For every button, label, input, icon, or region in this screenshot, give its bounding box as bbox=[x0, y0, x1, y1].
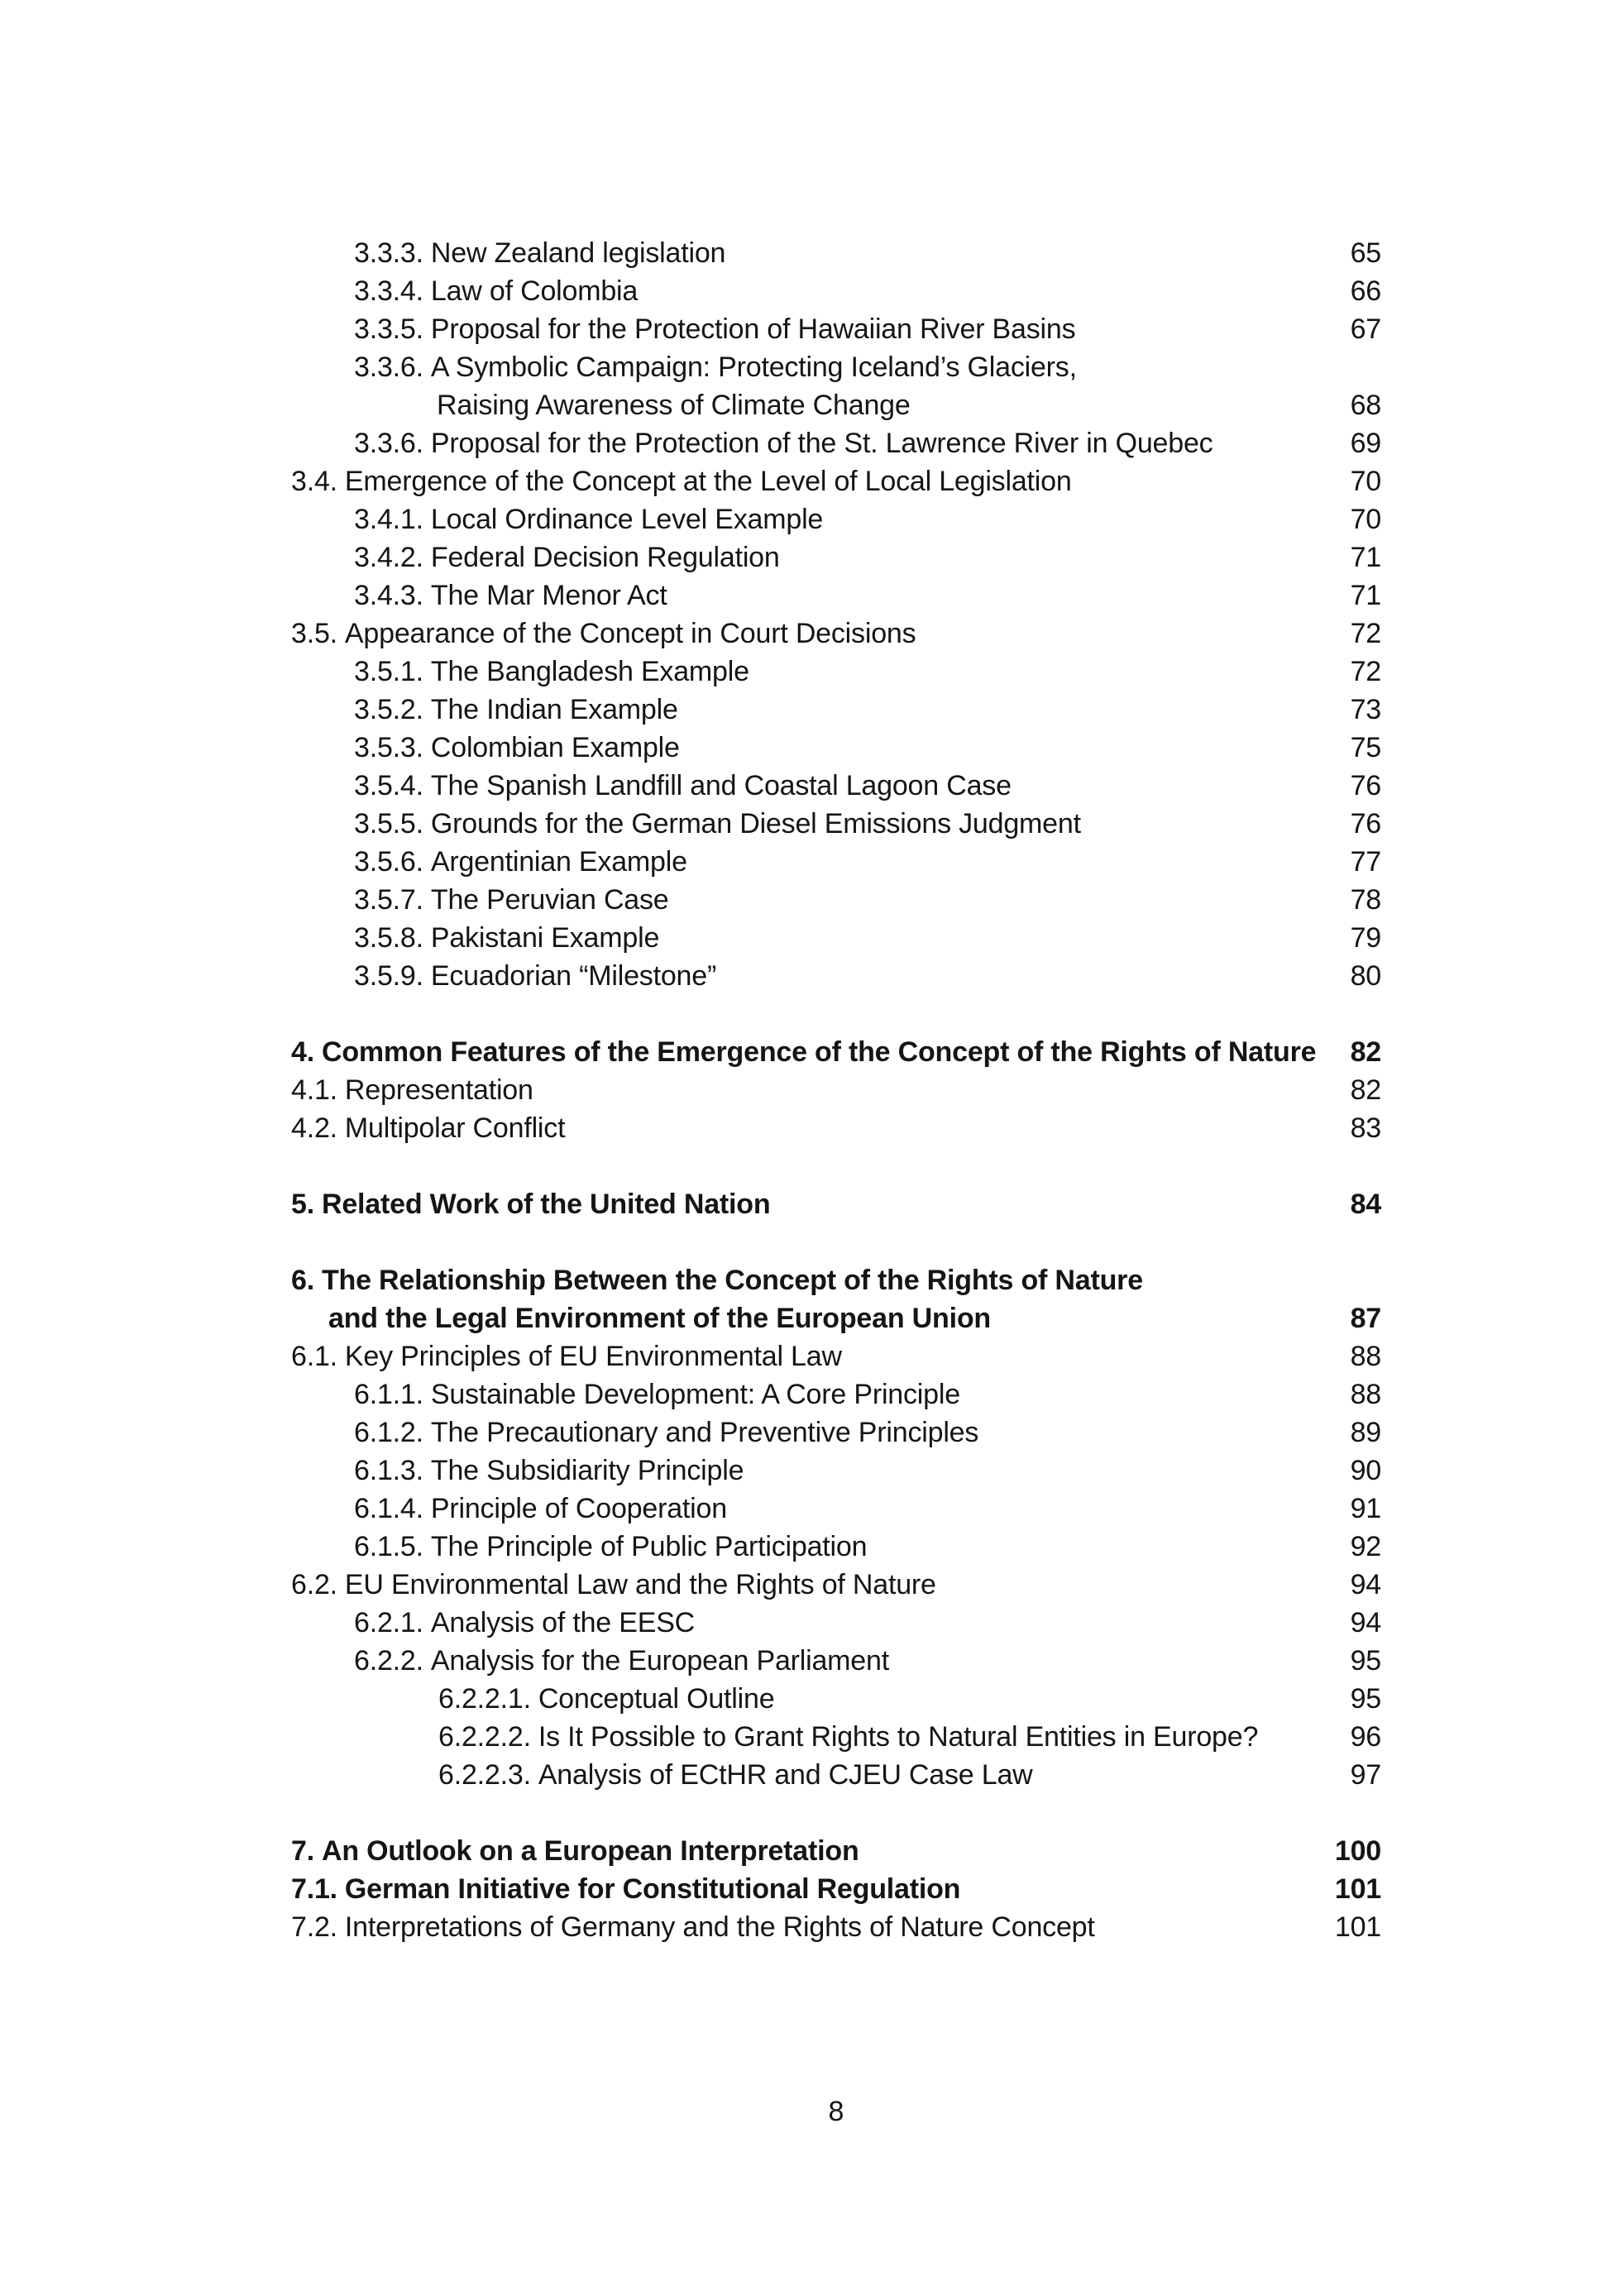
toc-row bbox=[291, 653, 1381, 691]
toc-entry-page: 88 bbox=[1350, 1341, 1381, 1372]
toc-row bbox=[291, 234, 1381, 272]
toc-entry-text: Sustainable Development: A Core Principle bbox=[430, 1379, 960, 1410]
toc-entry-text: The Relationship Between the Concept of the Rights of Nature bbox=[321, 1265, 1143, 1296]
toc-entry-page: 69 bbox=[1350, 428, 1381, 459]
toc-row bbox=[291, 424, 1381, 462]
toc-entry-title bbox=[291, 386, 1336, 424]
toc-row bbox=[291, 1528, 1381, 1566]
toc-entry-text: A Symbolic Campaign: Protecting Iceland’s Glaciers, bbox=[430, 352, 1077, 383]
toc-entry-page: 88 bbox=[1350, 1379, 1381, 1410]
toc-entry-title bbox=[291, 538, 1336, 576]
toc-entry-page: 92 bbox=[1350, 1531, 1381, 1562]
toc-entry-number: 3.3.6. bbox=[354, 428, 423, 459]
toc-entry-page: 75 bbox=[1350, 732, 1381, 763]
toc-entry-text: Conceptual Outline bbox=[538, 1683, 775, 1715]
toc-entry-title bbox=[291, 615, 1336, 653]
toc-entry-page: 71 bbox=[1350, 580, 1381, 611]
toc-entry-number: 3.5.6. bbox=[354, 846, 423, 878]
toc-entry-title bbox=[291, 881, 1336, 919]
toc-entry-title bbox=[291, 576, 1336, 615]
toc-entry-page: 72 bbox=[1350, 618, 1381, 649]
toc-entry-number: 7.2. bbox=[291, 1911, 337, 1943]
toc-entry-number: 6.2. bbox=[291, 1569, 337, 1600]
toc-entry-text: Is It Possible to Grant Rights to Natural Entities in Europe? bbox=[538, 1721, 1259, 1753]
toc-row bbox=[291, 691, 1381, 729]
toc-entry-number: 4.1. bbox=[291, 1074, 337, 1106]
toc-entry-number: 6.1.4. bbox=[354, 1493, 423, 1524]
toc-row bbox=[291, 1185, 1381, 1223]
toc-entry-page: 72 bbox=[1350, 656, 1381, 687]
toc-entry-number: 6.2.2. bbox=[354, 1645, 423, 1677]
toc-entry-number: 3.3.6. bbox=[354, 352, 423, 383]
toc-entry-title bbox=[291, 653, 1336, 691]
toc-entry-text: Principle of Cooperation bbox=[430, 1493, 727, 1524]
toc-entry-number: 6. bbox=[291, 1265, 314, 1296]
toc-row bbox=[291, 1756, 1381, 1794]
toc-entry-title bbox=[291, 1718, 1336, 1756]
toc-entry-text: The Indian Example bbox=[430, 694, 678, 725]
toc-entry-title bbox=[291, 729, 1336, 767]
toc-entry-page: 100 bbox=[1334, 1835, 1381, 1867]
toc-entry-text: The Principle of Public Participation bbox=[430, 1531, 868, 1562]
toc-entry-page: 80 bbox=[1350, 960, 1381, 992]
toc-row bbox=[291, 1337, 1381, 1375]
toc-entry-text: An Outlook on a European Interpretation bbox=[321, 1835, 859, 1867]
toc-entry-page: 68 bbox=[1350, 390, 1381, 421]
toc-entry-number: 4.2. bbox=[291, 1112, 337, 1144]
toc-row bbox=[291, 1299, 1381, 1337]
toc-entry-number: 3.4.3. bbox=[354, 580, 423, 611]
toc-row bbox=[291, 500, 1381, 538]
toc-entry-number: 3.5.9. bbox=[354, 960, 423, 992]
toc-row bbox=[291, 1566, 1381, 1604]
toc-entry-title bbox=[291, 1604, 1336, 1642]
toc-entry-page: 65 bbox=[1350, 237, 1381, 269]
toc-entry-page: 76 bbox=[1350, 770, 1381, 801]
toc-row bbox=[291, 576, 1381, 615]
toc-entry-title bbox=[291, 1413, 1336, 1452]
toc-entry-page: 95 bbox=[1350, 1683, 1381, 1715]
toc-entry-title bbox=[291, 1109, 1336, 1147]
toc-entry-page: 101 bbox=[1334, 1873, 1381, 1905]
toc-entry-title bbox=[291, 1375, 1336, 1413]
toc-row bbox=[291, 1908, 1381, 1946]
toc-entry-text: Related Work of the United Nation bbox=[321, 1189, 771, 1220]
toc-entry-page: 78 bbox=[1350, 884, 1381, 916]
toc-entry-text: Proposal for the Protection of Hawaiian River Basins bbox=[430, 313, 1076, 345]
toc-entry-number: 3.5.1. bbox=[354, 656, 423, 687]
toc-entry-number: 3.4.2. bbox=[354, 542, 423, 573]
toc-entry-number: 3.4. bbox=[291, 466, 337, 497]
toc-entry-text: Analysis of ECtHR and CJEU Case Law bbox=[538, 1759, 1033, 1791]
toc-row bbox=[291, 881, 1381, 919]
toc-entry-number: 3.5.5. bbox=[354, 808, 423, 839]
toc-entry-number: 3.5.2. bbox=[354, 694, 423, 725]
toc-entry-title bbox=[291, 691, 1336, 729]
toc-row bbox=[291, 1261, 1381, 1299]
toc-entry-number: 6.1.5. bbox=[354, 1531, 423, 1562]
toc-entry-title bbox=[291, 1490, 1336, 1528]
toc-entry-title bbox=[291, 919, 1336, 957]
toc-entry-text: Grounds for the German Diesel Emissions Judgment bbox=[430, 808, 1081, 839]
toc-row bbox=[291, 538, 1381, 576]
toc-row bbox=[291, 1413, 1381, 1452]
toc-entry-page: 73 bbox=[1350, 694, 1381, 725]
toc-entry-number: 7.1. bbox=[291, 1873, 337, 1905]
toc-row bbox=[291, 1033, 1381, 1071]
toc-entry-text: Law of Colombia bbox=[430, 275, 639, 307]
toc-entry-text: The Precautionary and Preventive Principles bbox=[430, 1417, 979, 1448]
toc-entry-text: EU Environmental Law and the Rights of Nature bbox=[344, 1569, 936, 1600]
toc-entry-page: 91 bbox=[1350, 1493, 1381, 1524]
toc-entry-text: The Bangladesh Example bbox=[430, 656, 749, 687]
toc-entry-title bbox=[291, 767, 1336, 805]
toc-entry-title bbox=[291, 1566, 1336, 1604]
toc-row bbox=[291, 805, 1381, 843]
toc-entry-page: 77 bbox=[1350, 846, 1381, 878]
toc-entry-text: Argentinian Example bbox=[430, 846, 687, 878]
toc-entry-title bbox=[291, 1642, 1336, 1680]
toc-entry-text: Analysis for the European Parliament bbox=[430, 1645, 889, 1677]
toc-entry-text: Raising Awareness of Climate Change bbox=[437, 390, 911, 421]
toc-entry-title bbox=[291, 1528, 1336, 1566]
toc-entry-title bbox=[291, 843, 1336, 881]
toc-row bbox=[291, 729, 1381, 767]
toc-entry-number: 6.2.1. bbox=[354, 1607, 423, 1638]
toc-entry-number: 3.5.3. bbox=[354, 732, 423, 763]
toc-entry-page: 83 bbox=[1350, 1112, 1381, 1144]
toc-entry-title bbox=[291, 462, 1336, 500]
toc-row bbox=[291, 1642, 1381, 1680]
toc-entry-page: 89 bbox=[1350, 1417, 1381, 1448]
toc-entry-number: 3.5.7. bbox=[354, 884, 423, 916]
toc-entry-text: Colombian Example bbox=[430, 732, 680, 763]
toc-entry-text: The Spanish Landfill and Coastal Lagoon Case bbox=[430, 770, 1012, 801]
toc-row bbox=[291, 1452, 1381, 1490]
toc-entry-title bbox=[291, 1071, 1336, 1109]
toc-entry-title bbox=[291, 1832, 1320, 1870]
toc-entry-text: The Mar Menor Act bbox=[430, 580, 667, 611]
toc-entry-page: 82 bbox=[1350, 1074, 1381, 1106]
toc-row bbox=[291, 1109, 1381, 1147]
toc-entry-number: 6.2.2.3. bbox=[438, 1759, 531, 1791]
toc-entry-page: 67 bbox=[1350, 313, 1381, 345]
toc-entry-number: 4. bbox=[291, 1036, 314, 1068]
page-number: 8 bbox=[828, 2096, 844, 2127]
toc-entry-number: 3.5.4. bbox=[354, 770, 423, 801]
toc-entry-title bbox=[291, 500, 1336, 538]
toc-entry-title bbox=[291, 310, 1336, 348]
toc-entry-page: 95 bbox=[1350, 1645, 1381, 1677]
toc-entry-number: 6.1.2. bbox=[354, 1417, 423, 1448]
toc-entry-text: Appearance of the Concept in Court Decisions bbox=[344, 618, 916, 649]
toc-entry-page: 66 bbox=[1350, 275, 1381, 307]
toc-entry-number: 5. bbox=[291, 1189, 314, 1220]
toc-entry-text: Federal Decision Regulation bbox=[430, 542, 780, 573]
toc-row bbox=[291, 1680, 1381, 1718]
toc-entry-page: 97 bbox=[1350, 1759, 1381, 1791]
toc-entry-number: 3.3.5. bbox=[354, 313, 423, 345]
toc-entry-text: and the Legal Environment of the European Union bbox=[328, 1303, 991, 1334]
toc-entry-number: 3.3.4. bbox=[354, 275, 423, 307]
table-of-contents bbox=[291, 234, 1381, 1946]
toc-entry-text: Ecuadorian “Milestone” bbox=[430, 960, 717, 992]
toc-row bbox=[291, 919, 1381, 957]
toc-entry-title bbox=[291, 1033, 1336, 1071]
toc-row bbox=[291, 1604, 1381, 1642]
toc-entry-title bbox=[291, 1756, 1336, 1794]
toc-entry-page: 87 bbox=[1350, 1303, 1381, 1334]
toc-entry-text: The Peruvian Case bbox=[430, 884, 669, 916]
toc-entry-text: Emergence of the Concept at the Level of Local Legislation bbox=[344, 466, 1072, 497]
toc-entry-title bbox=[291, 1261, 1366, 1299]
toc-entry-text: Analysis of the EESC bbox=[430, 1607, 696, 1638]
toc-entry-number: 3.4.1. bbox=[354, 504, 423, 535]
toc-entry-text: Local Ordinance Level Example bbox=[430, 504, 824, 535]
toc-entry-page: 82 bbox=[1350, 1036, 1381, 1068]
toc-entry-page: 90 bbox=[1350, 1455, 1381, 1486]
toc-row bbox=[291, 615, 1381, 653]
toc-entry-number: 6.1.3. bbox=[354, 1455, 423, 1486]
toc-entry-text: Pakistani Example bbox=[430, 922, 660, 954]
toc-entry-text: The Subsidiarity Principle bbox=[430, 1455, 744, 1486]
toc-entry-number: 6.1.1. bbox=[354, 1379, 423, 1410]
toc-entry-number: 6.2.2.2. bbox=[438, 1721, 531, 1753]
toc-entry-text: German Initiative for Constitutional Regulation bbox=[344, 1873, 961, 1905]
toc-entry-title bbox=[291, 1299, 1336, 1337]
toc-entry-text: Interpretations of Germany and the Rights of Nature Concept bbox=[344, 1911, 1095, 1943]
toc-row bbox=[291, 1490, 1381, 1528]
toc-row bbox=[291, 272, 1381, 310]
toc-entry-title bbox=[291, 1680, 1336, 1718]
toc-entry-number: 6.2.2.1. bbox=[438, 1683, 531, 1715]
toc-entry-title bbox=[291, 805, 1336, 843]
toc-row bbox=[291, 1071, 1381, 1109]
toc-entry-page: 70 bbox=[1350, 504, 1381, 535]
toc-entry-text: Proposal for the Protection of the St. Lawrence River in Quebec bbox=[430, 428, 1213, 459]
toc-entry-title bbox=[291, 272, 1336, 310]
toc-entry-title bbox=[291, 957, 1336, 995]
toc-entry-page: 101 bbox=[1334, 1911, 1381, 1943]
toc-row bbox=[291, 1375, 1381, 1413]
toc-entry-title bbox=[291, 1870, 1320, 1908]
toc-entry-page: 94 bbox=[1350, 1569, 1381, 1600]
toc-entry-number: 3.5.8. bbox=[354, 922, 423, 954]
toc-entry-page: 96 bbox=[1350, 1721, 1381, 1753]
toc-row bbox=[291, 1718, 1381, 1756]
toc-row bbox=[291, 1832, 1381, 1870]
toc-row bbox=[291, 386, 1381, 424]
toc-entry-title bbox=[291, 1185, 1336, 1223]
toc-entry-title bbox=[291, 348, 1366, 386]
toc-entry-number: 6.1. bbox=[291, 1341, 337, 1372]
toc-row bbox=[291, 348, 1381, 386]
toc-entry-number: 3.3.3. bbox=[354, 237, 423, 269]
toc-row bbox=[291, 957, 1381, 995]
toc-entry-title bbox=[291, 1908, 1320, 1946]
toc-row bbox=[291, 843, 1381, 881]
toc-entry-title bbox=[291, 1337, 1336, 1375]
toc-row bbox=[291, 767, 1381, 805]
toc-entry-text: Multipolar Conflict bbox=[344, 1112, 566, 1144]
toc-entry-page: 84 bbox=[1350, 1189, 1381, 1220]
toc-entry-page: 76 bbox=[1350, 808, 1381, 839]
toc-entry-title bbox=[291, 1452, 1336, 1490]
toc-entry-page: 94 bbox=[1350, 1607, 1381, 1638]
toc-entry-text: Common Features of the Emergence of the Concept of the Rights of Nature bbox=[321, 1036, 1317, 1068]
toc-entry-text: Representation bbox=[344, 1074, 533, 1106]
toc-entry-number: 7. bbox=[291, 1835, 314, 1867]
toc-entry-text: Key Principles of EU Environmental Law bbox=[344, 1341, 842, 1372]
toc-entry-title bbox=[291, 234, 1336, 272]
toc-row bbox=[291, 1870, 1381, 1908]
toc-entry-page: 79 bbox=[1350, 922, 1381, 954]
toc-row bbox=[291, 310, 1381, 348]
toc-entry-page: 70 bbox=[1350, 466, 1381, 497]
toc-entry-title bbox=[291, 424, 1336, 462]
toc-entry-number: 3.5. bbox=[291, 618, 337, 649]
toc-row bbox=[291, 462, 1381, 500]
toc-entry-page: 71 bbox=[1350, 542, 1381, 573]
toc-entry-text: New Zealand legislation bbox=[430, 237, 726, 269]
